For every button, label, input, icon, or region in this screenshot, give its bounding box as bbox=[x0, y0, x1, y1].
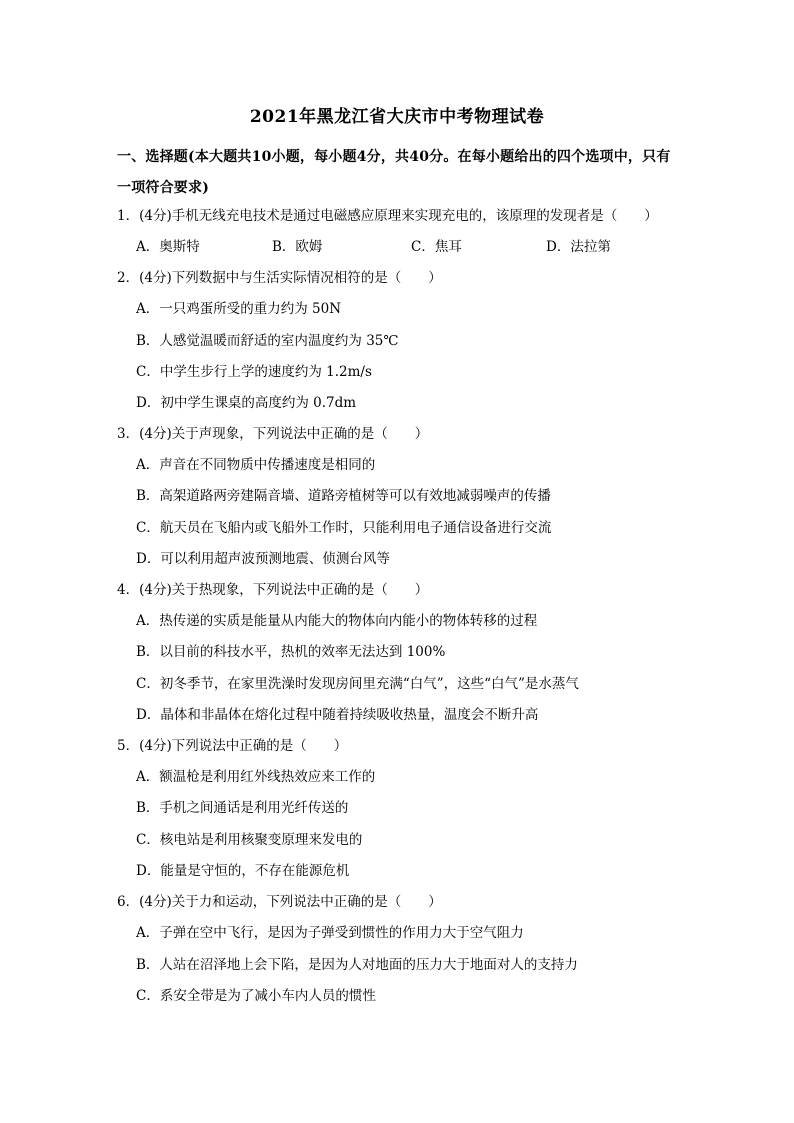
question-3-option-c: C．航天员在飞船内或飞船外工作时，只能利用电子通信设备进行交流 bbox=[136, 520, 552, 536]
section-heading: 一、选择题(本大题共10小题，每小题4分，共40分。在每小题给出的四个选项中，只有一项符合要求) bbox=[117, 149, 671, 196]
question-4-option-d: D．晶体和非晶体在熔化过程中随着持续吸收热量，温度会不断升高 bbox=[136, 707, 539, 723]
question-2-option-c: C．中学生步行上学的速度约为 1.2m/s bbox=[136, 364, 372, 380]
question-2-option-a: A．一只鸡蛋所受的重力约为 50N bbox=[136, 301, 342, 317]
question-5-stem: 5．(4分)下列说法中正确的是（ ） bbox=[117, 738, 348, 754]
question-6-option-c: C．系安全带是为了减小车内人员的惯性 bbox=[136, 988, 376, 1004]
question-4-option-c: C．初冬季节，在家里洗澡时发现房间里充满“白气”，这些“白气”是水蒸气 bbox=[136, 676, 579, 692]
page-title: 2021年黑龙江省大庆市中考物理试卷 bbox=[249, 107, 545, 127]
question-3-option-d: D．可以利用超声波预测地震、侦测台风等 bbox=[136, 551, 390, 567]
question-4-option-a: A．热传递的实质是能量从内能大的物体向内能小的物体转移的过程 bbox=[136, 613, 538, 629]
question-1-option-b: B．欧姆 bbox=[272, 239, 323, 255]
question-3-option-b: B．高架道路两旁建隔音墙、道路旁植树等可以有效地减弱噪声的传播 bbox=[136, 488, 551, 504]
question-6-stem: 6．(4分)关于力和运动，下列说法中正确的是（ ） bbox=[117, 894, 442, 910]
question-6-option-a: A．子弹在空中飞行，是因为子弹受到惯性的作用力大于空气阻力 bbox=[136, 925, 524, 941]
question-5-option-c: C．核电站是利用核聚变原理来发电的 bbox=[136, 832, 363, 848]
question-3-stem: 3．(4分)关于声现象，下列说法中正确的是（ ） bbox=[117, 426, 429, 442]
question-1-option-a: A．奥斯特 bbox=[136, 239, 200, 255]
question-2-option-b: B．人感觉温暖而舒适的室内温度约为 35℃ bbox=[136, 333, 399, 349]
question-1-stem: 1．(4分)手机无线充电技术是通过电磁感应原理来实现充电的，该原理的发现者是（ ） bbox=[117, 208, 658, 224]
question-1-option-d: D．法拉第 bbox=[546, 239, 611, 255]
question-4-option-b: B．以目前的科技水平，热机的效率无法达到 100% bbox=[136, 644, 446, 660]
question-2-stem: 2．(4分)下列数据中与生活实际情况相符的是（ ） bbox=[117, 270, 442, 286]
question-2-option-d: D．初中学生课桌的高度约为 0.7dm bbox=[136, 395, 357, 411]
question-5-option-a: A．额温枪是利用红外线热效应来工作的 bbox=[136, 769, 376, 785]
question-6-option-b: B．人站在沼泽地上会下陷，是因为人对地面的压力大于地面对人的支持力 bbox=[136, 957, 578, 973]
question-1-option-c: C．焦耳 bbox=[411, 239, 462, 255]
question-4-stem: 4．(4分)关于热现象，下列说法中正确的是（ ） bbox=[117, 582, 429, 598]
question-5-option-d: D．能量是守恒的，不存在能源危机 bbox=[136, 863, 350, 879]
question-3-option-a: A．声音在不同物质中传播速度是相同的 bbox=[136, 457, 376, 473]
question-5-option-b: B．手机之间通话是利用光纤传送的 bbox=[136, 800, 349, 816]
